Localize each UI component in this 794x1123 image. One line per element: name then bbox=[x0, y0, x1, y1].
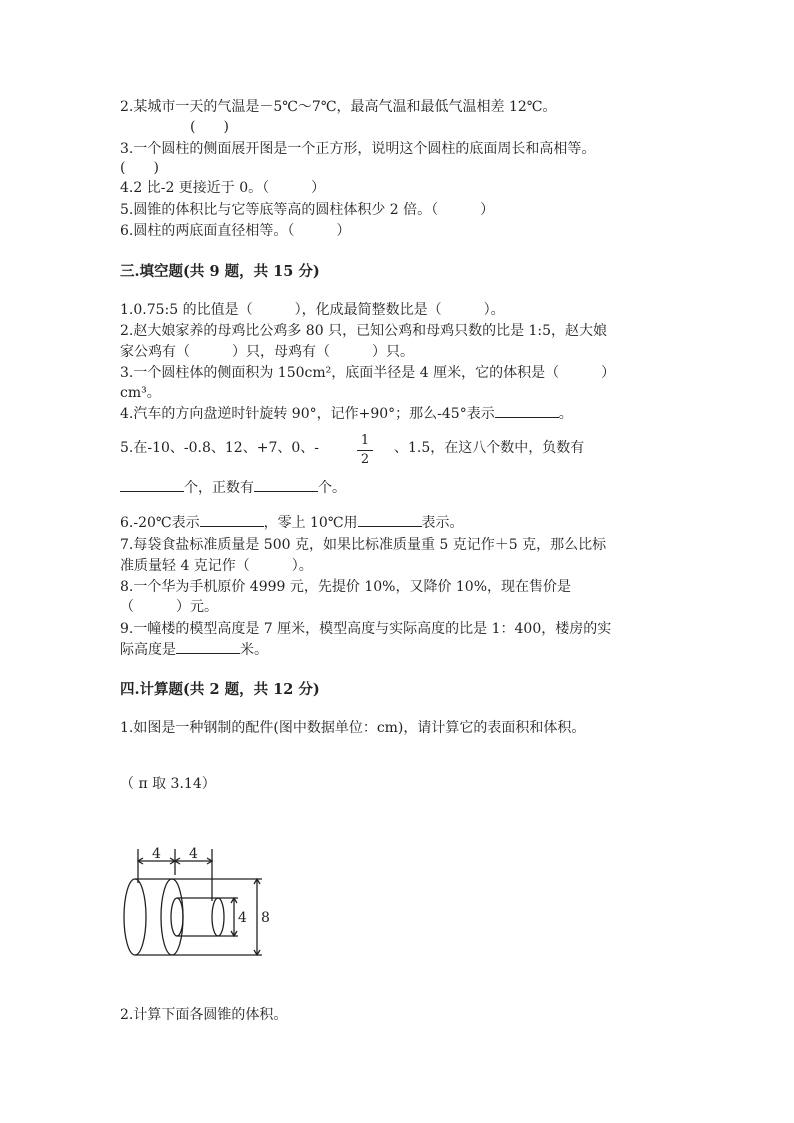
fill-q3-line1: 3.一个圆柱体的侧面积为 150cm²，底面半径是 4 厘米，它的体积是（ ） bbox=[120, 365, 616, 381]
section4-title: 四.计算题(共 2 题，共 12 分) bbox=[120, 681, 320, 698]
judge-q3-answer-paren[interactable]: ( ) bbox=[120, 160, 159, 176]
fill-q9-text-b: 米。 bbox=[240, 642, 268, 658]
fill-q3-line2: cm³。 bbox=[120, 385, 161, 401]
judge-q2-answer-paren[interactable]: ( ) bbox=[190, 119, 229, 135]
figure-label-len2: 4 bbox=[189, 846, 198, 862]
fill-q5-text-part2: 、1.5，在这八个数中，负数有 bbox=[394, 440, 585, 456]
calc-pi-note: （ π 取 3.14） bbox=[120, 776, 216, 792]
fill-q5-end-text: 个。 bbox=[318, 480, 346, 496]
fill-q8-line2: （ ）元。 bbox=[120, 599, 218, 615]
judge-q2-text: 2.某城市一天的气温是－5℃～7℃，最高气温和最低气温相差 12℃。 bbox=[120, 99, 557, 115]
fill-q9-line2 bbox=[120, 640, 268, 660]
fill-q5-mid-text: 个，正数有 bbox=[184, 480, 254, 496]
fill-q7-line2: 准质量轻 4 克记作（ ）。 bbox=[120, 558, 313, 574]
fill-q4-blank[interactable] bbox=[495, 404, 559, 418]
fill-q9-line1: 9.一幢楼的模型高度是 7 厘米，模型高度与实际高度的比是 1：400，楼房的实 bbox=[120, 621, 612, 637]
steel-part-figure bbox=[120, 845, 280, 970]
fill-q7-line1: 7.每袋食盐标准质量是 500 克，如果比标准质量重 5 克记作＋5 克，那么比标 bbox=[120, 537, 607, 553]
fill-q5-text-part1: 5.在-10、-0.8、12、+7、0、- bbox=[120, 440, 319, 456]
fill-q5-positive-blank[interactable] bbox=[254, 478, 318, 492]
judge-q6-text: 6.圆柱的两底面直径相等。（ ） bbox=[120, 223, 351, 239]
fill-q2-line1: 2.赵大娘家养的母鸡比公鸡多 80 只，已知公鸡和母鸡只数的比是 1:5，赵大娘 bbox=[120, 323, 608, 339]
fill-q8-line1: 8.一个华为手机原价 4999 元，先提价 10%，又降价 10%，现在售价是 bbox=[120, 579, 572, 595]
fill-q5-negative-blank[interactable] bbox=[120, 478, 184, 492]
figure-label-len1: 4 bbox=[152, 846, 161, 862]
judge-q3-text: 3.一个圆柱的侧面展开图是一个正方形，说明这个圆柱的底面周长和高相等。 bbox=[120, 141, 596, 157]
fill-q1-text: 1.0.75:5 的比值是（ ），化成最简整数比是（ ）。 bbox=[120, 302, 505, 318]
figure-label-small-diameter: 4 bbox=[238, 910, 247, 926]
fill-q6-line bbox=[120, 513, 464, 533]
fill-q6-blank2[interactable] bbox=[358, 513, 422, 527]
fill-q9-text-a: 际高度是 bbox=[120, 642, 176, 658]
fill-q4-end: 。 bbox=[558, 406, 573, 422]
fill-q4-text: 4.汽车的方向盘逆时针旋转 90°，记作+90°；那么-45°表示 bbox=[120, 406, 495, 422]
fill-q6-blank1[interactable] bbox=[200, 513, 264, 527]
fill-q4-line bbox=[120, 404, 573, 424]
section3-title: 三.填空题(共 9 题，共 15 分) bbox=[120, 263, 320, 280]
judge-q4-text: 4.2 比-2 更接近于 0。（ ） bbox=[120, 180, 326, 196]
fraction-numerator: 1 bbox=[357, 433, 373, 451]
fill-q5-fraction bbox=[357, 433, 373, 468]
fraction-denominator: 2 bbox=[360, 452, 370, 467]
judge-q5-text: 5.圆锥的体积比与它等底等高的圆柱体积少 2 倍。（ ） bbox=[120, 202, 495, 218]
fill-q6-text-c: 表示。 bbox=[421, 515, 464, 531]
calc-q2-text: 2.计算下面各圆锥的体积。 bbox=[120, 1007, 288, 1023]
fill-q9-blank[interactable] bbox=[176, 640, 240, 654]
fill-q2-line2: 家公鸡有（ ）只，母鸡有（ ）只。 bbox=[120, 344, 414, 360]
fill-q6-text-b: ，零上 10℃用 bbox=[263, 515, 358, 531]
figure-label-large-diameter: 8 bbox=[261, 910, 270, 926]
calc-q1-text: 1.如图是一种钢制的配件(图中数据单位：cm)，请计算它的表面积和体积。 bbox=[120, 720, 586, 736]
fill-q5-line2 bbox=[120, 478, 346, 498]
fill-q6-text-a: 6.-20℃表示 bbox=[120, 515, 200, 531]
